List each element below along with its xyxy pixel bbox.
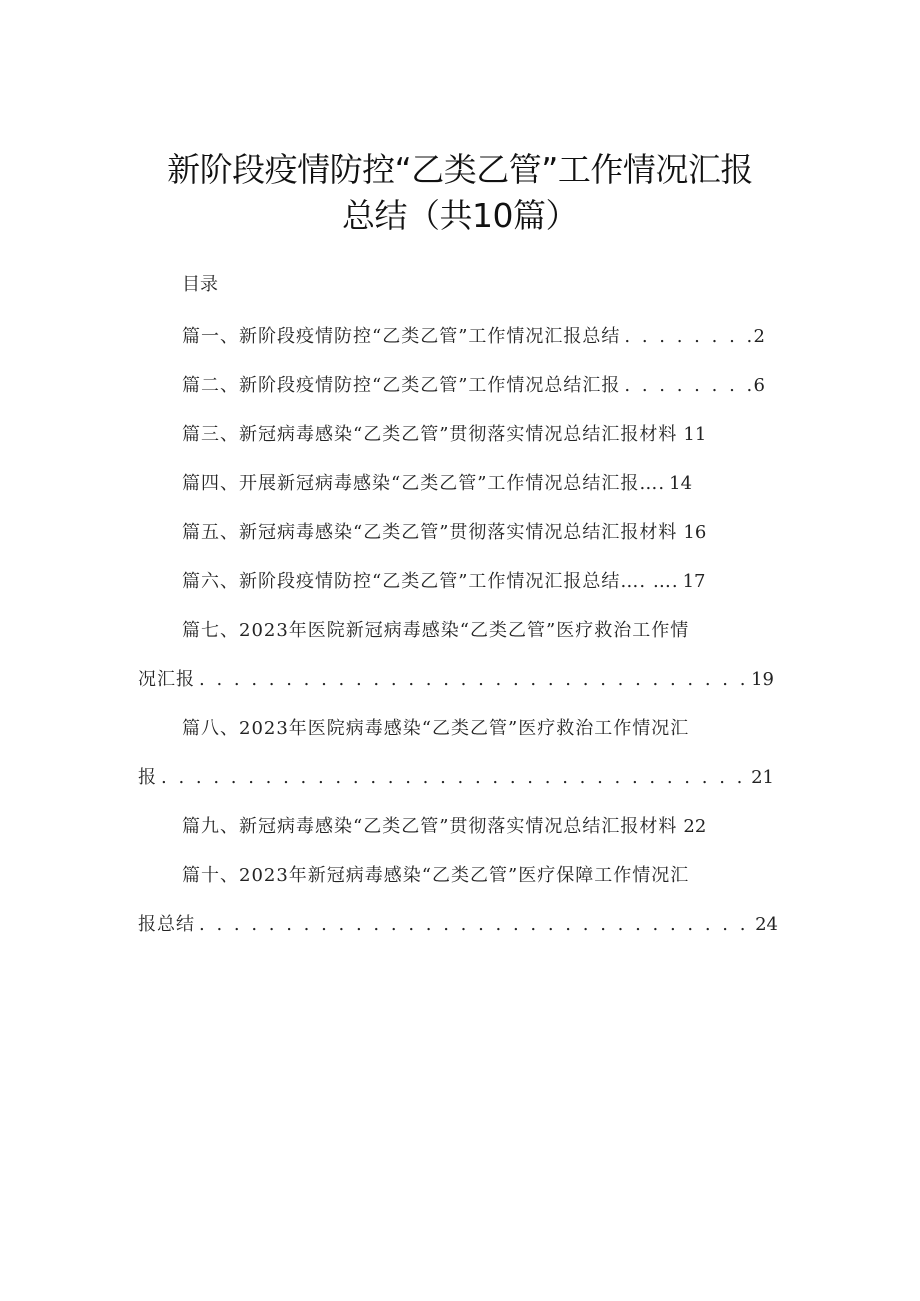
toc-entry-6[interactable] — [182, 567, 772, 593]
toc-entry-text: 篇二、新阶段疫情防控“乙类乙管”工作情况总结汇报 — [182, 375, 621, 396]
toc-leader-dots — [195, 669, 751, 690]
toc-page-number: 14 — [669, 473, 693, 494]
toc-page-number: 24 — [755, 914, 778, 935]
toc-entry-10-continuation[interactable] — [138, 910, 778, 936]
toc-entry-text: 篇九、新冠病毒感染“乙类乙管”贯彻落实情况总结汇报材料 — [182, 816, 678, 837]
toc-entry-text: 篇一、新阶段疫情防控“乙类乙管”工作情况汇报总结 — [182, 326, 621, 347]
toc-entry-10[interactable]: 篇十、2023年新冠病毒感染“乙类乙管”医疗保障工作情况汇 — [182, 865, 690, 886]
toc-page-number: 22 — [683, 816, 707, 837]
toc-page-number: 17 — [682, 571, 706, 592]
toc-entry-text: 况汇报 — [138, 669, 195, 690]
toc-page-number: 2 — [753, 326, 765, 347]
document-title-line-2: 总结（共10篇） — [342, 196, 578, 235]
toc-entry-1[interactable] — [182, 322, 765, 348]
document-title-line-1: 新阶段疫情防控“乙类乙管”工作情况汇报 — [167, 150, 753, 189]
toc-leader-dots — [157, 767, 751, 788]
toc-entry-9[interactable] — [182, 812, 772, 838]
toc-entry-2[interactable] — [182, 371, 765, 397]
toc-leader-dots — [195, 914, 755, 935]
toc-entry-8-continuation[interactable] — [138, 763, 774, 789]
toc-page-number: 11 — [683, 424, 707, 445]
toc-page-number: 16 — [683, 522, 707, 543]
toc-entry-7-continuation[interactable] — [138, 665, 774, 691]
toc-entry-text: 报 — [138, 767, 157, 788]
toc-page-number: 21 — [751, 767, 774, 788]
toc-leader-dots — [620, 326, 753, 347]
toc-entry-8[interactable]: 篇八、2023年医院病毒感染“乙类乙管”医疗救治工作情况汇 — [182, 718, 690, 739]
toc-leader-dots: . — [658, 473, 666, 494]
toc-entry-7[interactable]: 篇七、2023年医院新冠病毒感染“乙类乙管”医疗救治工作情 — [182, 620, 690, 641]
toc-entry-text: 报总结 — [138, 914, 195, 935]
toc-entry-5[interactable] — [182, 518, 772, 544]
toc-page-number: 19 — [751, 669, 774, 690]
toc-entry-text: 篇四、开展新冠病毒感染“乙类乙管”工作情况总结汇报… — [182, 473, 659, 494]
toc-entry-3[interactable] — [182, 420, 772, 446]
toc-entry-text: 篇三、新冠病毒感染“乙类乙管”贯彻落实情况总结汇报材料 — [182, 424, 678, 445]
toc-entry-text: 篇五、新冠病毒感染“乙类乙管”贯彻落实情况总结汇报材料 — [182, 522, 678, 543]
toc-page-number: 6 — [753, 375, 765, 396]
toc-entry-text: 篇六、新阶段疫情防控“乙类乙管”工作情况汇报总结…. …. — [182, 571, 679, 592]
toc-entry-4[interactable] — [182, 469, 772, 495]
toc-leader-dots — [620, 375, 753, 396]
toc-heading: 目录 — [182, 274, 218, 295]
